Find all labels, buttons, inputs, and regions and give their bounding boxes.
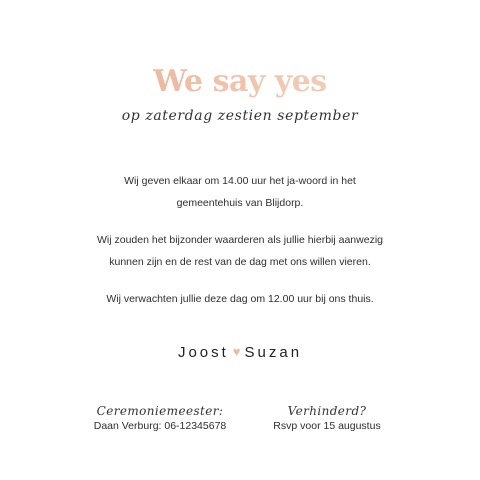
paragraph-line: Wij verwachten jullie deze dag om 12.00 uur bij ons thuis. xyxy=(106,293,374,305)
headline: We say yes xyxy=(0,64,480,99)
ceremony-master-label: Ceremoniemeester: xyxy=(96,404,224,418)
paragraph-line: kunnen zijn en de rest van de dag met ons willen vieren. xyxy=(109,256,371,268)
couple-names xyxy=(0,344,480,361)
paragraph-line: Wij geven elkaar om 14.00 uur het ja-woord in het xyxy=(124,175,356,187)
paragraph-line: gemeentehuis van Blijdorp. xyxy=(176,197,304,209)
ceremony-master-info xyxy=(80,404,240,434)
celebration-paragraph xyxy=(0,229,480,273)
second-name: Suzan xyxy=(244,344,303,361)
heart-icon: ♥ xyxy=(232,344,241,359)
first-name: Joost xyxy=(177,344,229,361)
date-subline: op zaterdag zestien september xyxy=(121,108,359,124)
rsvp-info xyxy=(262,404,392,434)
rsvp-deadline: Rsvp voor 15 augustus xyxy=(273,420,381,432)
reception-paragraph xyxy=(0,288,480,310)
ceremony-master-contact: Daan Verburg: 06-12345678 xyxy=(93,420,227,432)
rsvp-label: Verhinderd? xyxy=(287,404,367,418)
paragraph-line: Wij zouden het bijzonder waarderen als jullie hierbij aanwezig xyxy=(97,234,383,246)
ceremony-paragraph xyxy=(0,170,480,214)
